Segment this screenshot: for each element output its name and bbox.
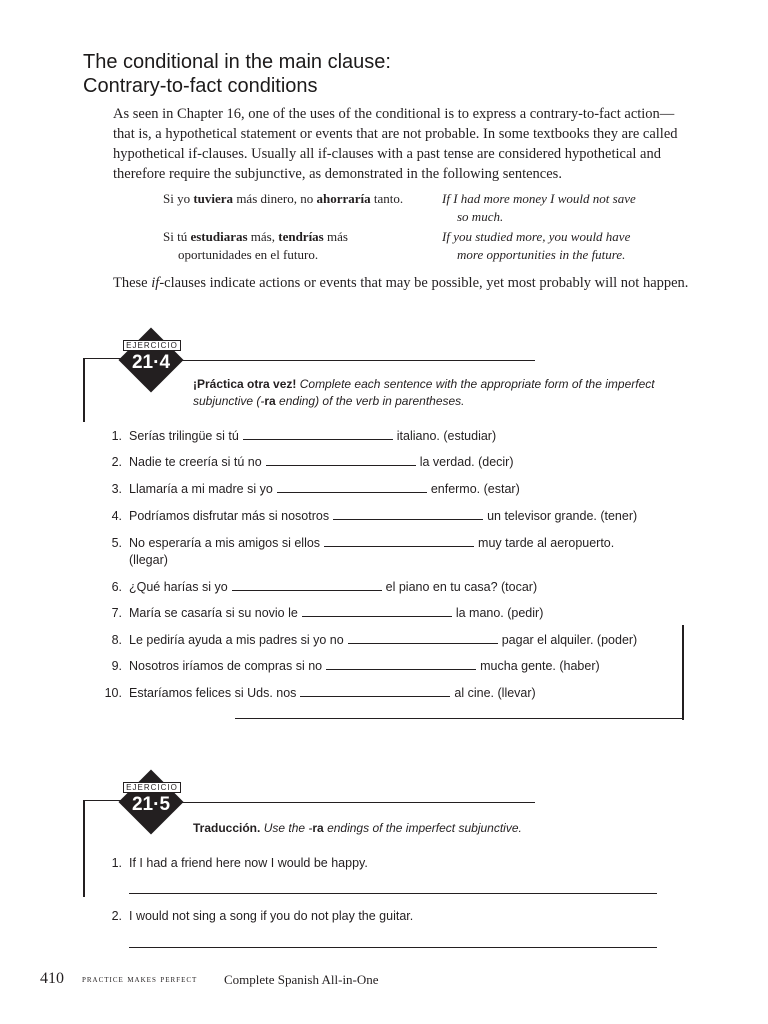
exercise-heading: Traducción.	[193, 821, 261, 835]
exercise-item	[100, 508, 637, 525]
item-text: italiano. (estudiar)	[396, 429, 497, 443]
example-verb: tendrías	[278, 229, 324, 244]
example-translation: If you studied more, you would have	[442, 229, 631, 244]
summary-part: if	[151, 275, 160, 291]
exercise-label: EJERCICIO	[123, 340, 181, 351]
item-text: el piano en tu casa? (tocar)	[385, 580, 538, 594]
instruction-text: Complete each sentence with the appropriate form of the imperfect	[296, 377, 655, 391]
answer-blank[interactable]	[300, 685, 450, 697]
instruction-text: subjunctive (-	[193, 394, 265, 408]
series-name: practice makes perfect	[82, 974, 198, 985]
item-text: al cine. (llevar)	[454, 686, 536, 700]
item-text: enfermo. (estar)	[430, 482, 520, 496]
item-text: Estaríamos felices si Uds. nos	[129, 686, 297, 700]
example-verb: estudiaras	[190, 229, 248, 244]
example-text: Si yo	[163, 191, 194, 206]
exercise-item	[100, 605, 543, 622]
exercise-item	[100, 454, 514, 471]
answer-blank[interactable]	[326, 658, 476, 670]
item-number: 1.	[111, 856, 122, 870]
item-number: 9.	[111, 659, 122, 673]
item-number: 7.	[111, 606, 122, 620]
item-text: I would not sing a song if you do not play the guitar.	[129, 909, 414, 923]
section-title-line-2: Contrary-to-fact conditions	[83, 75, 318, 97]
answer-blank[interactable]	[324, 535, 474, 547]
translation-item	[100, 908, 413, 925]
exercise-heading: ¡Práctica otra vez!	[193, 377, 297, 391]
answer-blank[interactable]	[302, 605, 452, 617]
example-translation: If I had more money I would not save	[442, 191, 636, 206]
exercise-number: 21·4	[131, 352, 171, 373]
section-title-line-1: The conditional in the main clause:	[83, 51, 391, 73]
example-text: más dinero, no	[233, 191, 317, 206]
item-number: 8.	[111, 633, 122, 647]
exercise-number: 21·5	[131, 794, 171, 815]
item-text: Podríamos disfrutar más si nosotros	[129, 509, 330, 523]
item-text: Nosotros iríamos de compras si no	[129, 659, 323, 673]
exercise-instruction	[193, 820, 663, 837]
example-text: más	[323, 229, 348, 244]
example-verb: ahorraría	[316, 191, 371, 206]
exercise-top-rule	[180, 802, 535, 803]
example-english-1	[442, 190, 636, 226]
answer-line[interactable]	[129, 893, 657, 894]
translation-item	[100, 855, 368, 872]
intro-line: that is, a hypothetical statement or events that are not probable. In some textbooks they are called	[113, 126, 678, 142]
exercise-item	[100, 632, 637, 649]
exercise-label: EJERCICIO	[123, 782, 181, 793]
instruction-text: ending) of the verb in parentheses.	[275, 394, 465, 408]
answer-blank[interactable]	[266, 454, 416, 466]
exercise-item	[100, 658, 600, 675]
item-text: Nadie te creería si tú no	[129, 455, 262, 469]
item-number: 6.	[111, 580, 122, 594]
section-title	[83, 50, 391, 98]
item-number: 2.	[111, 455, 122, 469]
item-text: (llegar)	[129, 553, 168, 567]
example-translation: so much.	[457, 209, 504, 224]
item-text: muy tarde al aeropuerto.	[478, 536, 615, 550]
item-text: pagar el alquiler. (poder)	[501, 633, 638, 647]
item-number: 2.	[111, 909, 122, 923]
example-text: tanto.	[370, 191, 404, 206]
answer-line[interactable]	[129, 947, 657, 948]
item-text: Serías trilingüe si tú	[129, 429, 239, 443]
item-number: 4.	[111, 509, 122, 523]
item-text: If I had a friend here now I would be happy.	[129, 856, 368, 870]
summary-part: These	[113, 275, 152, 291]
exercise-left-rule	[83, 800, 85, 897]
exercise-bottom-rule	[235, 718, 684, 719]
example-spanish-2	[163, 228, 348, 264]
exercise-right-rule	[682, 625, 684, 720]
item-text: mucha gente. (haber)	[480, 659, 600, 673]
instruction-text: Use the -	[260, 821, 313, 835]
exercise-instruction	[193, 376, 663, 410]
intro-line: therefore require the subjunctive, as demonstrated in the following sentences.	[113, 166, 562, 182]
summary-text	[113, 273, 688, 293]
item-text: la mano. (pedir)	[455, 606, 544, 620]
item-number: 10.	[104, 686, 122, 700]
example-english-2	[442, 228, 630, 264]
page-number: 410	[40, 970, 64, 987]
summary-part: -clauses indicate actions or events that may be possible, yet most probably will not happen.	[159, 275, 689, 291]
exercise-left-rule	[83, 358, 85, 422]
exercise-item	[100, 579, 537, 596]
exercise-item	[100, 481, 520, 498]
example-verb: tuviera	[193, 191, 234, 206]
exercise-item	[100, 685, 536, 702]
exercise-item	[100, 428, 496, 445]
intro-paragraph	[113, 104, 688, 184]
item-text: la verdad. (decir)	[419, 455, 514, 469]
exercise-item	[100, 535, 614, 569]
example-text: oportunidades en el futuro.	[178, 247, 319, 262]
answer-blank[interactable]	[348, 632, 498, 644]
example-translation: more opportunities in the future.	[457, 247, 626, 262]
book-title: Complete Spanish All-in-One	[224, 972, 379, 987]
intro-line: As seen in Chapter 16, one of the uses of the conditional is to express a contrary-to-fact action—	[113, 106, 675, 122]
item-text: ¿Qué harías si yo	[129, 580, 228, 594]
example-text: Si tú	[163, 229, 191, 244]
instruction-text: ra	[264, 394, 276, 408]
intro-line: hypothetical if-clauses. Usually all if-clauses with a past tense are considered hypothetical and	[113, 146, 661, 162]
instruction-text: ra	[312, 821, 324, 835]
example-spanish-1	[163, 190, 403, 208]
item-number: 1.	[111, 429, 122, 443]
instruction-text: endings of the imperfect subjunctive.	[323, 821, 522, 835]
item-text: un televisor grande. (tener)	[487, 509, 638, 523]
item-text: No esperaría a mis amigos si ellos	[129, 536, 321, 550]
item-number: 3.	[111, 482, 122, 496]
answer-blank[interactable]	[333, 508, 483, 520]
item-text: María se casaría si su novio le	[129, 606, 298, 620]
answer-blank[interactable]	[277, 481, 427, 493]
item-text: Llamaría a mi madre si yo	[129, 482, 273, 496]
example-text: más,	[247, 229, 279, 244]
exercise-top-rule	[180, 360, 535, 361]
answer-blank[interactable]	[232, 579, 382, 591]
item-text: Le pediría ayuda a mis padres si yo no	[129, 633, 344, 647]
item-number: 5.	[111, 536, 122, 550]
answer-blank[interactable]	[243, 428, 393, 440]
